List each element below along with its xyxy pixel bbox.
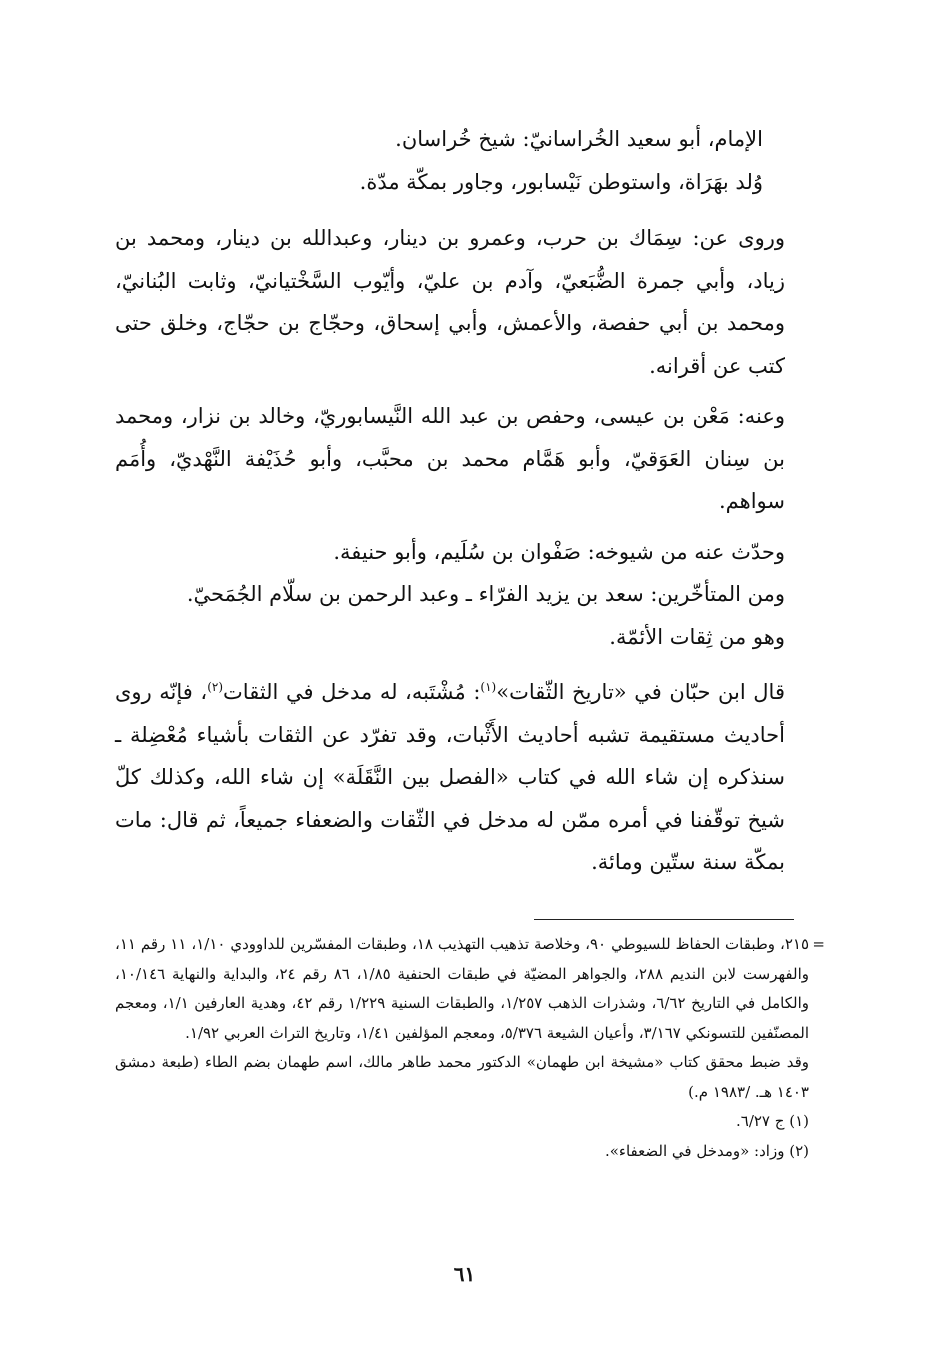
main-text: [115, 118, 815, 884]
continuation-marker: =: [812, 935, 825, 953]
intro-line: الإمام، أبو سعيد الخُراسانيّ: شيخ خُراسان.: [395, 127, 763, 151]
sources-footnote: ٢١٥، وطبقات الحفاظ للسيوطي ٩٠، وخلاصة تذهيب التهذيب ١٨، وطبقات المفسّرين للداوودي ١/١٠، ١١ رقم ١١، والفهرست لابن النديم ٢٨٨، والجواهر المضيّة في طبقات الحنفية ١/٨٥، ٨٦ رقم ٢٤، والبداية والنهاية ١٠/١٤٦، والكامل في التاريخ ٦/٦٢، وشذرات الذهب ١/٢٥٧، والطبقات السنية ١/٢٢٩ رقم ٤٢، وهدية العارفين ١/١، ومعجم المصنّفين للتسونكي ٣/١٦٧، وأعيان الشيعة ٥/٣٧٦، ومعجم المؤلفين ١/٤١، وتاريخ التراث العربي ١/٩٢.: [115, 935, 810, 1042]
footnotes: [115, 930, 825, 1166]
footnote-ref-2: (٢): [207, 680, 224, 694]
footnote-2: (٢) وزاد: «ومدخل في الضعفاء».: [604, 1141, 809, 1160]
reliability-line: وهو من ثِقات الأئمّة.: [609, 624, 785, 649]
later-students-paragraph: ومن المتأخّرين: سعد بن يزيد الفرّاء ـ وعبد الرحمن بن سلّام الجُمَحيّ.: [186, 582, 785, 606]
footnote-1: (١) ج ٦/٢٧.: [735, 1112, 809, 1130]
birth-line: وُلد بهَرَاة، واستوطن نَيْسابور، وجاور بمكّة مدّة.: [359, 169, 763, 194]
ibn-hibban-text-b: : مُشْتَبه، له مدخل في الثقات: [223, 680, 481, 704]
footnote-ref-1: (١): [480, 680, 497, 694]
ibn-hibban-text-c: ، فإنّه روى أحاديث مستقيمة تشبه أحاديث الأَثْبات، وقد تفرّد عن الثقات بأشياء مُعْضِلة ـ سنذكره إن شاء الله في كتاب «الفصل بين النَّقَلَة» إن شاء الله، وكذلك كلّ شيخ توقّفنا في أمره ممّن له مدخل في الثّقات والضعفاء جميعاً، ثم قال: مات بمكّة سنة ستّين ومائة.: [115, 680, 785, 874]
ibn-hibban-paragraph: [115, 666, 815, 884]
editor-note: وقد ضبط محقق كتاب «مشيخة ابن طهمان» الدكتور محمد طاهر مالك، اسم طهمان بضم الطاء (طبعة دمشق ١٤٠٣ هـ. /١٩٨٣ م.): [115, 1053, 809, 1101]
narrated-from-paragraph: وحدّث عنه من شيوخه: صَفْوان بن سُلَيم، وأبو حنيفة.: [333, 539, 785, 564]
teachers-paragraph: وروى عن: سِمَاك بن حرب، وعمرو بن دينار، وعبدالله بن دينار، ومحمد بن زياد، وأبي جمرة الضُّبَعيّ، وآدم بن عليّ، وأيّوب السَّخْتيانيّ، وثابت البُنانيّ، ومحمد بن أبي حفصة، والأعمش، وأبي إسحاق، وحجّاج بن حجّاج، وخلق حتى كتب عن أقرانه.: [115, 226, 785, 378]
footnote-divider: [534, 919, 794, 920]
ibn-hibban-text-a: قال ابن حبّان في «تاريخ الثّقات»: [496, 680, 785, 704]
students-paragraph: وعنه: مَعْن بن عيسى، وحفص بن عبد الله النَّيسابوريّ، وخالد بن نزار، ومحمد بن سِنان العَوَقيّ، وأبو هَمَّام محمد بن محبَّب، وأبو حُذَيْفة النَّهْديّ، وأُمَم سواهم.: [115, 404, 785, 513]
page-number: ٦١: [453, 1262, 476, 1286]
